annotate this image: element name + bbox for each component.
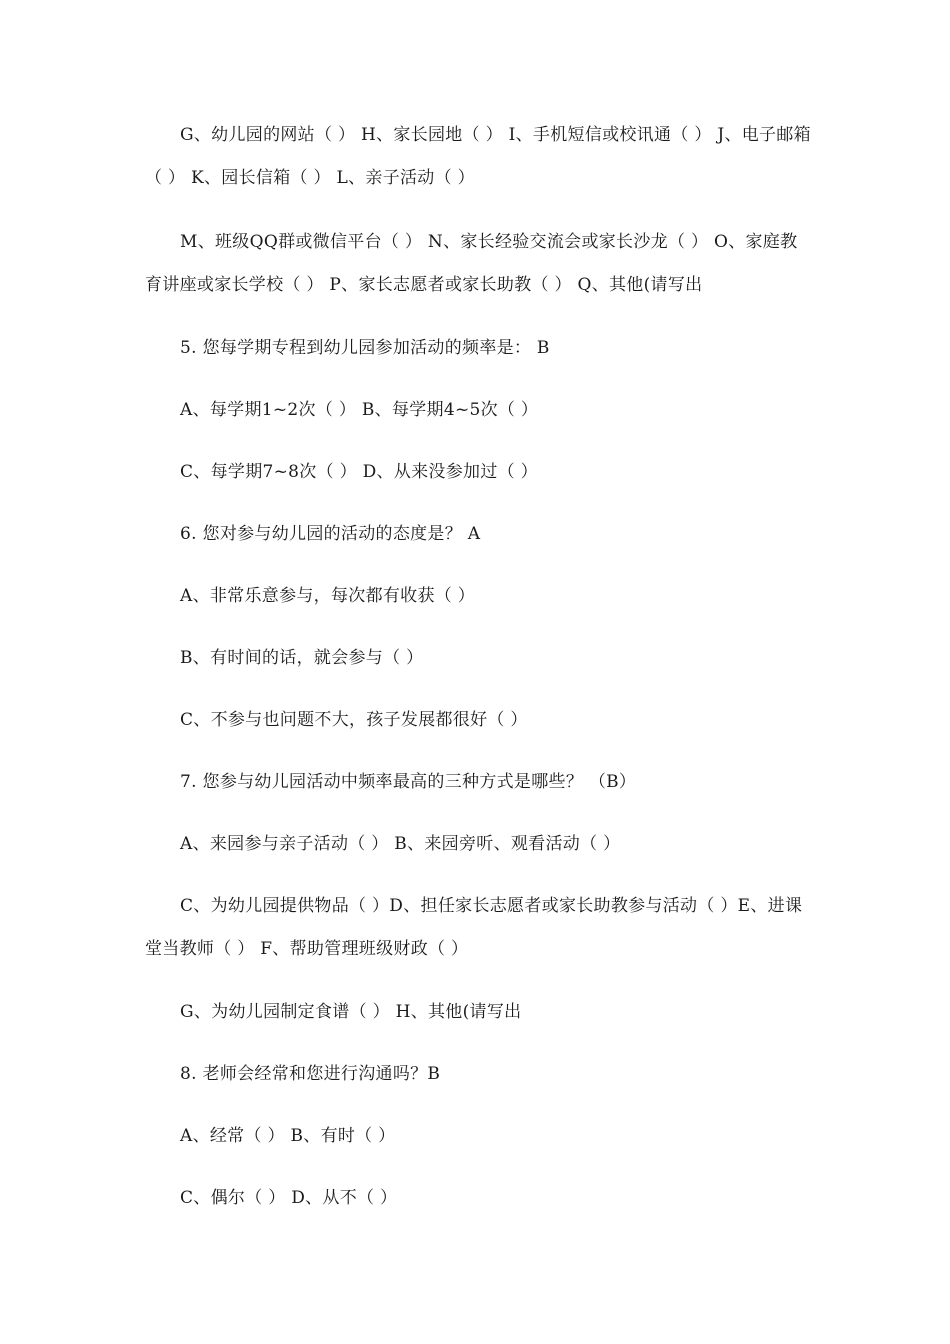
q5-question: 5. 您每学期专程到幼儿园参加活动的频率是： B [180, 338, 550, 358]
q7-options-gh: G、为幼儿园制定食谱（ ） H、其他(请写出 [180, 1002, 522, 1022]
q7-options-ab: A、来园参与亲子活动（ ） B、来园旁听、观看活动（ ） [180, 834, 621, 854]
q6-option-b: B、有时间的话，就会参与（ ） [180, 648, 424, 668]
q6-question: 6. 您对参与幼儿园的活动的态度是？ A [180, 524, 481, 544]
q8-options-ab: A、经常（ ） B、有时（ ） [180, 1126, 396, 1146]
q6-option-c: C、不参与也问题不大，孩子发展都很好（ ） [180, 710, 528, 730]
q7-question: 7. 您参与幼儿园活动中频率最高的三种方式是哪些？ （B） [180, 772, 637, 792]
q5-options-cd: C、每学期7~8次（ ） D、从来没参加过（ ） [180, 462, 538, 482]
q5-options-ab: A、每学期1~2次（ ） B、每学期4~5次（ ） [180, 400, 539, 420]
q6-option-a: A、非常乐意参与，每次都有收获（ ） [180, 586, 476, 606]
q4-options-line-1: G、幼儿园的网站（ ） H、家长园地（ ） I、手机短信或校讯通（ ） J、电子邮箱（ ） K、园长信箱（ ） L、亲子活动（ ） [145, 125, 811, 188]
q7-options-cdef: C、为幼儿园提供物品（ ）D、担任家长志愿者或家长助教参与活动（ ）E、进课堂当教师（ ） F、帮助管理班级财政（ ） [145, 896, 803, 959]
q8-question: 8. 老师会经常和您进行沟通吗？B [180, 1064, 441, 1084]
q8-options-cd: C、偶尔（ ） D、从不（ ） [180, 1188, 398, 1208]
q4-options-line-2: M、班级QQ群或微信平台（ ） N、家长经验交流会或家长沙龙（ ） O、家庭教育讲座或家长学校（ ） P、家长志愿者或家长助教（ ） Q、其他(请写出 [145, 232, 798, 295]
